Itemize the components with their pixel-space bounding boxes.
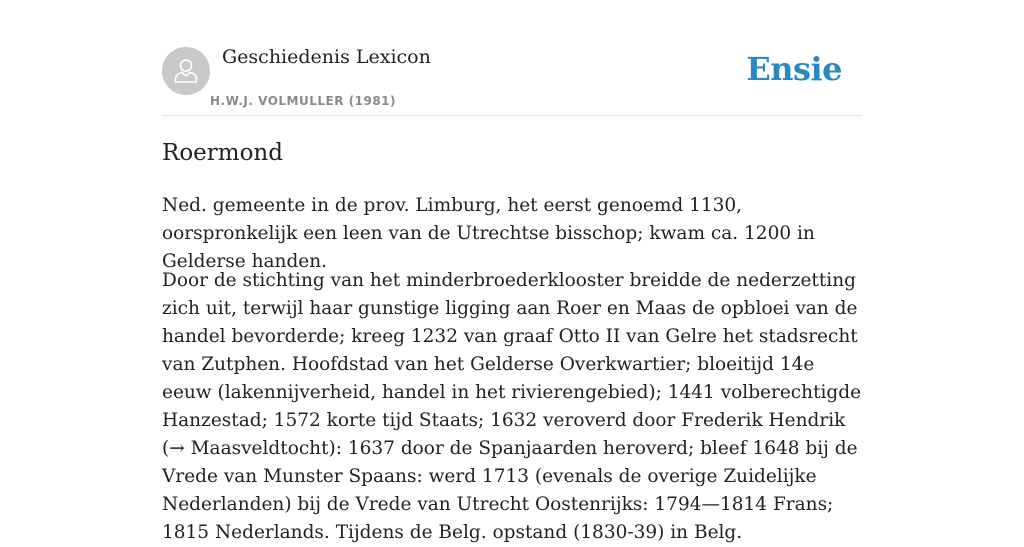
source-title[interactable]: Geschiedenis Lexicon	[222, 46, 431, 68]
avatar[interactable]	[162, 47, 210, 95]
user-icon	[162, 47, 210, 95]
source-header	[162, 0, 862, 116]
page-container	[162, 0, 862, 543]
article-paragraph: Door de stichting van het minderbroederklooster breidde de nederzetting zich uit, terwijl haar gunstige ligging aan Roer en Maas de opbloei van de handel bevorderde; kreeg 1232 van graaf Otto II van Gelre het stadsrecht van Zutphen. Hoofdstad van het Gelderse Overkwartier; bloeitijd 14e eeuw (lakennijverheid, handel in het rivierengebied); 1441 volberechtigde Hanzestad; 1572 korte tijd Staats; 1632 veroverd door Frederik Hendrik (→ Maasveldtocht): 1637 door de Spanjaarden heroverd; bleef 1648 bij de Vrede van Munster Spaans: werd 1713 (evenals de overige Zuidelijke Nederlanden) bij de Vrede van Utrecht Oostenrijks: 1794—1814 Frans; 1815 Nederlands. Tijdens de Belg. opstand (1830-39) in Belg.	[162, 270, 862, 543]
article-paragraph: Ned. gemeente in de prov. Limburg, het eerst genoemd 1130, oorspronkelijk een leen van de Utrechtse bisschop; kwam ca. 1200 in Gelderse handen.	[162, 195, 815, 272]
article-title: Roermond	[162, 140, 283, 166]
source-author[interactable]: H.W.J. VOLMULLER (1981)	[210, 94, 397, 108]
brand-logo[interactable]: Ensie	[746, 50, 842, 88]
